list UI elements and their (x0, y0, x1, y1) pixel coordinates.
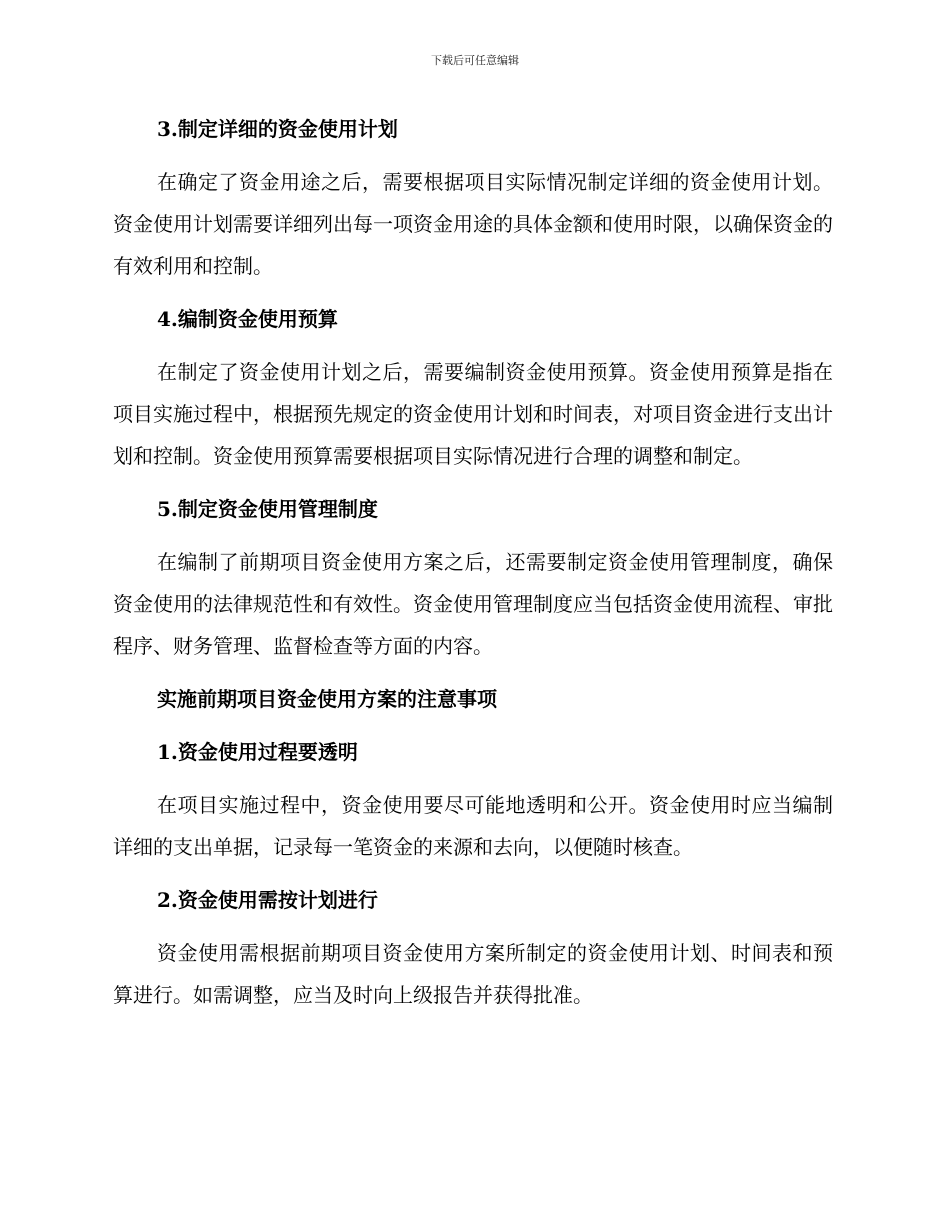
section-heading-5: 5.制定资金使用管理制度 (157, 497, 378, 521)
section-heading-notes: 实施前期项目资金使用方案的注意事项 (157, 687, 497, 711)
section-heading-4: 4.编制资金使用预算 (157, 307, 338, 331)
section-heading-3: 3.制定详细的资金使用计划 (157, 117, 398, 141)
page-header: 下载后可任意编辑 (431, 54, 519, 67)
section-heading-1: 1.资金使用过程要透明 (157, 740, 358, 764)
paragraph-fund-budget: 在制定了资金使用计划之后，需要编制资金使用预算。资金使用预算是指在项目实施过程中，根据预先规定的资金使用计划和时间表，对项目资金进行支出计划和控制。资金使用预算需要根据项目实际情况进行合理的调整和制定。 (113, 360, 833, 468)
section-heading-2: 2.资金使用需按计划进行 (157, 888, 378, 912)
paragraph-follow-plan: 资金使用需根据前期项目资金使用方案所制定的资金使用计划、时间表和预算进行。如需调整，应当及时向上级报告并获得批准。 (113, 941, 833, 1007)
paragraph-management-system: 在编制了前期项目资金使用方案之后，还需要制定资金使用管理制度，确保资金使用的法律规范性和有效性。资金使用管理制度应当包括资金使用流程、审批程序、财务管理、监督检查等方面的内容。 (113, 550, 833, 658)
paragraph-transparency: 在项目实施过程中，资金使用要尽可能地透明和公开。资金使用时应当编制详细的支出单据，记录每一笔资金的来源和去向，以便随时核查。 (113, 793, 833, 859)
document-body (113, 108, 833, 1027)
paragraph-fund-plan: 在确定了资金用途之后，需要根据项目实际情况制定详细的资金使用计划。资金使用计划需要详细列出每一项资金用途的具体金额和使用时限，以确保资金的有效利用和控制。 (113, 170, 833, 278)
